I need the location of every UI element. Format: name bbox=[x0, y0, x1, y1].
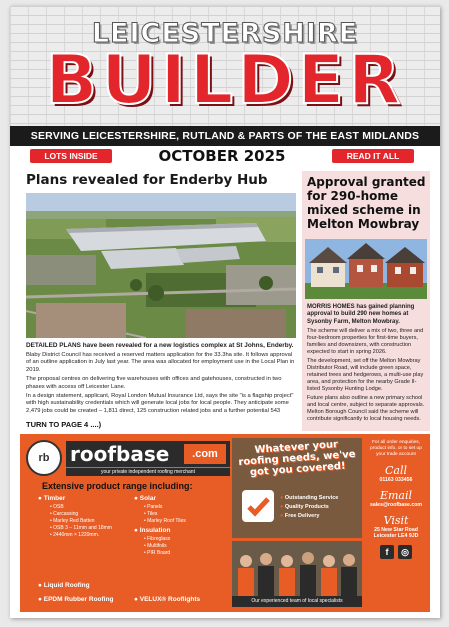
checkmark-icon bbox=[242, 490, 274, 522]
lead-paragraph: Blaby District Council has received a reserved matters application for the 33.3ha site. It follows approval of an outline application in July last year. The area was allocated for employment use in the Local Plan in 2019. bbox=[26, 352, 295, 373]
aerial-photo bbox=[26, 193, 296, 338]
brand-tagline: your private independent roofing merchant bbox=[66, 468, 230, 476]
insulation-heading: ● Insulation bbox=[134, 527, 171, 534]
feature-list: ● Outstanding Service ● Quality Products ● Free Delivery bbox=[280, 494, 338, 521]
roofbase-logo bbox=[26, 440, 230, 476]
timber-heading: ● Timber bbox=[38, 495, 66, 502]
issue-date: OCTOBER 2025 bbox=[158, 147, 286, 165]
instagram-icon[interactable]: ◎ bbox=[398, 545, 412, 559]
sidebar-headline[interactable]: Approval granted for 290-home mixed scheme in Melton Mowbray bbox=[307, 175, 426, 231]
turn-to-page[interactable]: TURN TO PAGE 4 ....) bbox=[26, 420, 102, 429]
email-label: Email bbox=[379, 489, 413, 502]
solar-list: • Panels • Tiles • Marley Roof Tiles bbox=[144, 504, 186, 525]
roofbase-advert[interactable] bbox=[20, 434, 430, 612]
sidebar-story bbox=[302, 171, 430, 431]
lots-inside-button[interactable]: LOTS INSIDE bbox=[30, 149, 112, 163]
sidebar-article-body bbox=[307, 304, 426, 425]
sidebar-paragraph: Future plans also outline a new primary school and local centre, subject to separate approvals. Melton Borough Council said the scheme will contribute significantly to local housing needs. bbox=[307, 395, 425, 423]
serving-strapline: SERVING LEICESTERSHIRE, RUTLAND & PARTS OF THE EAST MIDLANDS bbox=[10, 126, 440, 146]
visit-label: Visit bbox=[383, 514, 409, 527]
contact-panel bbox=[366, 440, 426, 608]
sidebar-paragraph: The scheme will deliver a mix of two, three and four-bedroom properties for first-time buyers, families and downsizers, with construction expected to start in spring 2026. bbox=[307, 328, 424, 356]
email-address[interactable]: sales@roofbase.com bbox=[369, 502, 423, 508]
phone-number[interactable]: 01163 033456 bbox=[379, 477, 413, 483]
rb-badge-icon: rb bbox=[26, 440, 62, 476]
issue-bar bbox=[10, 146, 440, 164]
sidebar-intro: MORRIS HOMES has gained planning approval to build 290 new homes at Sysonby Farm, Melton Mowbray. bbox=[307, 304, 415, 325]
team-caption: Our experienced team of local specialists bbox=[232, 596, 362, 607]
lead-article-body bbox=[26, 342, 298, 417]
masthead-title-main: BUILDER bbox=[45, 41, 405, 120]
liquid-roofing: ● Liquid Roofing bbox=[38, 582, 90, 589]
lead-paragraph: The proposal centres on delivering five warehouses with offices and gatehouses, constructed in two phases with access off Leicester Lane. bbox=[26, 376, 282, 390]
advert-middle-panel bbox=[232, 438, 362, 608]
timber-list: • OSB • Carcassing • Marley Red Batten • OSB 3 – 11mm and 18mm • 2440mm × 1220mm. bbox=[50, 504, 112, 539]
insulation-list: • Fibreglass • Multifoils • PIR Board bbox=[144, 536, 170, 557]
velux-rooflights: ● VELUX® Rooflights bbox=[134, 596, 201, 603]
brand-name: roofbase bbox=[70, 442, 170, 466]
social-links bbox=[366, 545, 426, 559]
newspaper-page bbox=[10, 6, 440, 618]
product-range-heading: Extensive product range including: bbox=[42, 481, 193, 491]
facebook-icon[interactable]: f bbox=[380, 545, 394, 559]
masthead bbox=[10, 6, 440, 126]
contact-note: For all order enquiries, product info, or to set up your trade account bbox=[370, 440, 422, 457]
masthead-title-top: LEICESTERSHIRE bbox=[91, 18, 359, 49]
lead-headline[interactable]: Plans revealed for Enderby Hub bbox=[26, 172, 268, 188]
lead-paragraph: In a design statement, applicant, Royal London Mutual Insurance Ltd, says the site "is a flagship project" with high sustainability credentials which will generate local jobs for local people. They anticipate some 2,479 jobs could be created – 1,811 direct, 125 construction related jobs and a further potential 543 bbox=[26, 393, 294, 414]
advert-slogan: Whatever your roofing needs, we've got you covered! bbox=[238, 439, 356, 479]
epdm-roofing: ● EPDM Rubber Roofing bbox=[38, 596, 114, 603]
call-label: Call bbox=[384, 464, 407, 477]
lead-intro: DETAILED PLANS have been revealed for a new logistics complex at St Johns, Enderby. bbox=[26, 342, 294, 349]
brand-suffix: .com bbox=[184, 444, 226, 464]
solar-heading: ● Solar bbox=[134, 495, 156, 502]
visit-address: 25 New Star Road Leicester LE4 9JD bbox=[373, 527, 419, 539]
sidebar-paragraph: The development, set off the Melton Mowbray Distributor Road, will include green space, retained trees and hedgerows, a multi-use play area, and protection for the nearby Grade II-listed Sysonby Hunting Lodge. bbox=[307, 358, 424, 393]
team-photo bbox=[232, 541, 362, 597]
houses-photo bbox=[305, 239, 427, 299]
read-it-all-button[interactable]: READ IT ALL bbox=[332, 149, 414, 163]
